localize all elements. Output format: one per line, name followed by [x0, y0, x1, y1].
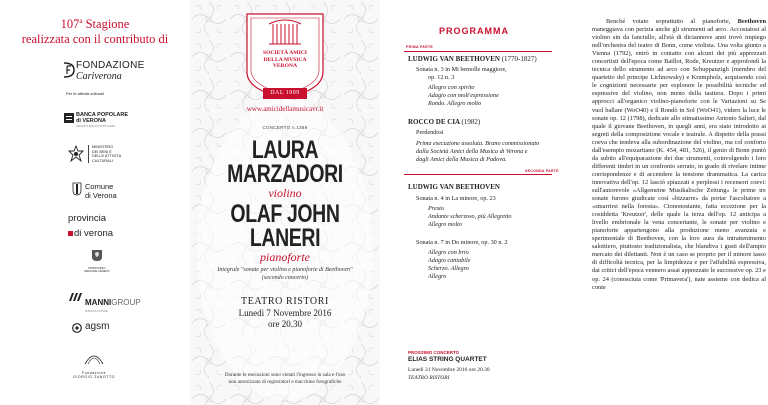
sonata-3-movement-1: Allegro con spirito [428, 84, 475, 91]
zanotto-line2: GIORGIO ZANOTTO [73, 375, 115, 379]
sonata-7-movement-3: Scherzo. Allegro [428, 265, 469, 272]
next-concert-title: ELIAS STRING QUARTET [408, 356, 487, 363]
emblem-icon [68, 145, 84, 163]
lion-emblem-icon [90, 248, 104, 262]
sonata-3-movement-3: Rondo. Allegro molto [428, 100, 482, 107]
agsm-mark-icon [72, 323, 82, 333]
commission-note-3: dagli Amici della Musica di Padova. [416, 156, 507, 163]
season-word: Stagione [85, 17, 130, 31]
sonata-3-title: Sonata n. 3 in Mi bemolle maggiore, [416, 66, 507, 73]
next-concert-date: Lunedì 21 Novembre 2016 ore 20.30 [408, 367, 490, 373]
sonata-4-title: Sonata n. 4 in La minore, op. 23 [416, 195, 496, 202]
season-ordinal: a [79, 17, 83, 25]
sonata-7-movement-4: Allegro [428, 273, 447, 280]
provincia-city: di verona [74, 228, 114, 239]
composer-de-cia [408, 118, 480, 126]
season-number: 107 [60, 17, 80, 31]
notes-composer-name: Beethoven [737, 18, 766, 25]
notes-panel [568, 0, 768, 405]
comune-name: Comune [85, 182, 114, 191]
performer-1-role: violino [268, 186, 302, 200]
patrocinio-line1: PATROCINIO [88, 266, 106, 270]
seal-line3: VERONA [272, 63, 298, 70]
ministero-line1: MINISTERO [92, 145, 114, 149]
crest-icon [72, 182, 82, 196]
agsm-name: agsm [85, 321, 110, 332]
sonata-3-opus: op. 12 n. 3 [428, 74, 455, 81]
composer-beethoven-2: LUDWIG VAN BEETHOVEN [408, 183, 500, 191]
sonata-7-title: Sonata n. 7 in Do minore, op. 30 n. 2 [416, 239, 508, 246]
commission-note-1: Prima esecuzione assoluta. Brano commissionato [416, 140, 540, 147]
ministero-line4: CULTURALI [92, 158, 113, 163]
manni-name: MANNI [85, 298, 112, 307]
notice-line2: non autorizzato di registratori e macchine fotografiche [228, 379, 342, 385]
manni-mark-icon [69, 293, 83, 301]
zanotto-line1: Fondazione [81, 371, 107, 375]
fondazione-subname: Cariverona [76, 71, 122, 82]
concert-time: ore 20.30 [268, 319, 302, 329]
performer-1 [190, 138, 380, 201]
zanotto-mark-icon [83, 352, 105, 366]
performer-2 [190, 202, 380, 265]
notes-paragraph [592, 18, 766, 292]
patrocinio-logo [82, 248, 112, 273]
banca-subname: di VERONA [76, 118, 106, 124]
composer-name: ROCCO DE CIA [408, 118, 460, 126]
season-support-text: realizzata con il contributo di [21, 32, 169, 46]
sonata-3-movement-2: Adagio con molt'espressione [428, 92, 499, 99]
cover-subtitle-2: (secondo concerto) [261, 275, 309, 281]
performer-2-role: pianoforte [260, 250, 310, 264]
performer-2-last-name: LANERI [249, 224, 321, 252]
notes-intro: Benché votato soprattutto al pianoforte, [606, 18, 738, 25]
concert-number: CONCERTO n.1369 [262, 125, 308, 130]
seal-line2: DELLA MVSICA [263, 56, 307, 63]
sonata-4-movement-2: Andante scherzoso, più Allegretto [428, 213, 512, 220]
part-one-rule [404, 51, 552, 52]
website-link[interactable]: www.amicidellamusicavr.it [246, 105, 324, 113]
commission-note-2: dalla Società Amici della Musica di Verona e [416, 148, 528, 155]
next-concert-heading: PROSSIMO CONCERTO [408, 350, 460, 355]
sonata-4-movement-3: Allegro molto [428, 221, 462, 228]
part-one-label: PRIMA PARTE [406, 45, 434, 49]
composer-name: LUDWIG VAN BEETHOVEN [408, 55, 500, 63]
banca-tag: GRUPPO BANCO POPOLARE [76, 124, 116, 128]
ministero-line3: DELLE ATTIVITÀ [92, 154, 122, 158]
fondazione-name: FONDAZIONE [76, 60, 145, 71]
notes-body: maneggiava con perizia anche gli strumenti ad arco. Accostatosi al violino sin da fanciullo, all'età di diciannove anni trovò impiego nell'orchestra del teatro di Bonn, come violista. Una volta giunto a Vienna (1792), entrò in contatto con alcuni dei più apprezzati concertisti dell'epoca come Baillot, Rode, Kreutzer e approfondì la tecnica dello strumento ad arco con Schuppanzigh (membro del quartetto del principe Lichnowsky) e Krumpholz, acquisendo così le cognizioni necessarie per esplorare le possibilità tecniche ed espressive del violino, non meno della tastiera. Dopo i primi approcci all'organico violino-pianoforte con le Variazioni su Se vuol ballare (WoO40) e il Rondò in Sol (WoO41), videro la luce le sonate op. 12 (1798), dedicate allo stimatissimo Antonio Salieri, dal quale il giovane Beethoven, in quegli anni, era stato introdotto ai segreti della composizione vocale e teatrale. A dispetto della prassi coeva che tendeva alla subordinazione del violino, ma col conforto dall'esempio mozartiano (K. 454, 481, 526), il genio di Bonn puntò da subito all'equiparazione dei due strumenti, coinvolgendo i loro differenti timbri in un confronto serrato, in grado di rivelare intime corrispondenze e di accendere la tensione drammatica. La carica innovativa dell'op. 12 lasciò spiazzati e perplessi i recensori coevi: sull'autorevole «Allgemeine Musikalische Zeitung» le prime tre sonate furono giudicate così «bizzarre» da portar l'ascoltatore a «smarrirsi nella foresta». Ciononostante, fatta eccezione per la cosiddetta 'Kreutzer', delle quale la terza dell'op. 12 anticipa a livello embrionale la vena concertante, le sonate per violino e pianoforte appartengono alla produzione meno avanzata e sperimentale di Beethoven, con la loro aura da intrattenimento salottiero, piuttosto tradizionalista, che blandiva i gusti dell'ampio mercato dei dilettanti. Non è un caso se proprio per il minore tasso di difficoltà tecnica, per la limpidezza e per l'affabilità espressiva, dai critici dell'epoca vennero assai apprezzate le successive op. 23 e op. 24 (conosciuta come 'Primavera'), nate assieme con dedica al conte [592, 26, 766, 291]
performer-1-first-name: LAURA [251, 136, 319, 164]
patrocinio-line2: REGIONE VENETO [84, 269, 110, 274]
fondazione-zanotto-logo [64, 352, 124, 379]
provincia-verona-logo [68, 214, 138, 241]
programme-panel [380, 0, 568, 405]
performer-2-first-name: OLAF JOHN [230, 200, 340, 228]
seal-line1: SOCIETÀ AMICI [263, 50, 307, 56]
society-seal [243, 10, 327, 107]
sonata-7-movement-2: Adagio cantabile [428, 257, 471, 264]
ministero-line2: DEI BENI E [92, 149, 112, 154]
venue-name: TEATRO RISTORI [241, 296, 329, 307]
composer-beethoven-1 [408, 55, 537, 63]
part-two-rule [404, 174, 552, 175]
cover-subtitle: Integrale "sonate per violino e pianoforte di Beethoven" [217, 267, 353, 273]
provincia-name: provincia [68, 213, 107, 224]
comune-city: di Verona [85, 191, 117, 200]
provincia-mark-icon [68, 231, 73, 236]
part-two-label: SECONDA PARTE [525, 169, 559, 173]
sonata-4-movement-1: Presto [428, 205, 444, 212]
seal-since: DAL 1909 [270, 90, 300, 96]
composer-years: (1982) [461, 118, 481, 126]
performer-1-last-name: MARZADORI [227, 160, 343, 188]
composer-years: (1770-1827) [501, 55, 537, 63]
banca-mark-icon [64, 113, 74, 123]
concert-date: Lunedì 7 Novembre 2016 [238, 308, 332, 318]
perdendosi-title: Perdendosi [416, 129, 444, 136]
cover-panel [190, 0, 380, 405]
next-concert-venue: TEATRO RISTORI [408, 375, 450, 381]
fondazione-mark-icon [62, 62, 76, 78]
notice-line1: Durante le esecuzioni sono vietati l'ingresso in sala e l'uso [224, 372, 346, 378]
fondazione-tag: Per le attività culturali [66, 91, 105, 96]
programme-notes [592, 18, 766, 292]
sponsors-panel [0, 0, 190, 405]
sonata-7-movement-1: Allegro con brio [428, 249, 469, 256]
manni-group: GROUP [111, 298, 141, 307]
programme-title: PROGRAMMA [439, 26, 509, 36]
manni-tag: BUILDING FUTURE [85, 310, 108, 313]
banca-name: BANCA POPOLARE [76, 112, 129, 118]
season-heading [0, 14, 190, 47]
seal-ribbon [263, 88, 307, 99]
